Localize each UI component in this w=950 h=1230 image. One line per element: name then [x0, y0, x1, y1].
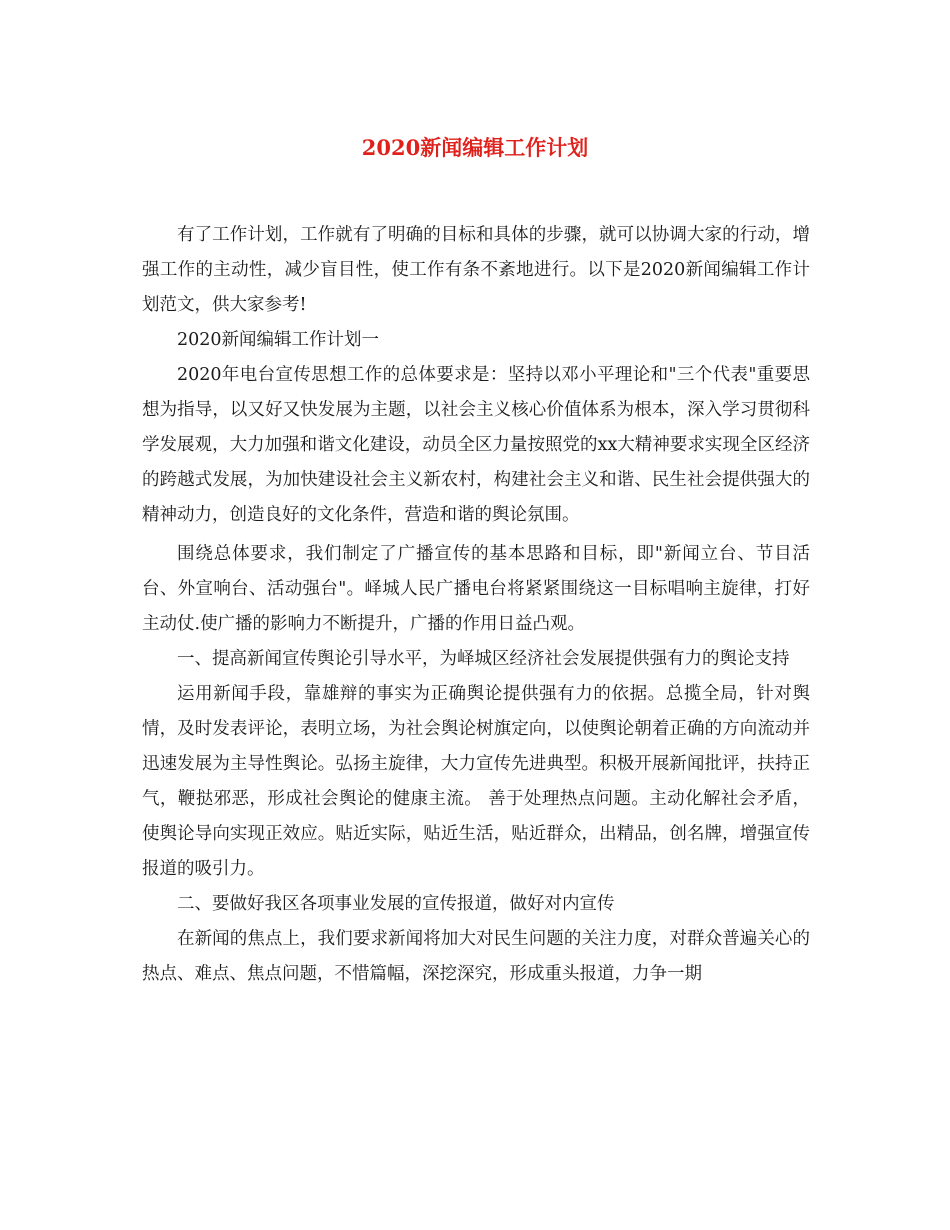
paragraph-section-two-heading: 二、要做好我区各项事业发展的宣传报道，做好对内宣传	[177, 894, 615, 914]
paragraph-intro: 有了工作计划，工作就有了明确的目标和具体的步骤，就可以协调大家的行动，增强工作的主动性，减少盲目性，使工作有条不紊地进行。以下是2020新闻编辑工作计划范文，供大家参考!	[142, 225, 810, 315]
paragraph-overall-requirement: 2020年电台宣传思想工作的总体要求是：坚持以邓小平理论和"三个代表"重要思想为指导，以又好又快发展为主题，以社会主义核心价值体系为根本，深入学习贯彻科学发展观，大力加强和谐文化建设，动员全区力量按照党的xx大精神要求实现全区经济的跨越式发展，为加快建设社会主义新农村，构建社会主义和谐、民生社会提供强大的精神动力，创造良好的文化条件，营造和谐的舆论氛围。	[142, 365, 810, 525]
document-body	[142, 218, 810, 992]
paragraph-basic-approach: 围绕总体要求，我们制定了广播宣传的基本思路和目标，即"新闻立台、节目活台、外宣响台、活动强台"。峄城人民广播电台将紧紧围绕这一目标唱响主旋律，打好主动仗.使广播的影响力不断提升，广播的作用日益凸观。	[142, 544, 810, 634]
paragraph-section-one-heading: 一、提高新闻宣传舆论引导水平，为峄城区经济社会发展提供强有力的舆论支持	[177, 649, 790, 669]
paragraph-section-two-body: 在新闻的焦点上，我们要求新闻将加大对民生问题的关注力度，对群众普遍关心的热点、难点、焦点问题，不惜篇幅，深挖深究，形成重头报道，力争一期	[142, 929, 810, 984]
paragraph-section-one-body: 运用新闻手段，靠雄辩的事实为正确舆论提供强有力的依据。总揽全局，针对舆情，及时发表评论，表明立场，为社会舆论树旗定向，以使舆论朝着正确的方向流动并迅速发展为主导性舆论。弘扬主旋律，大力宣传先进典型。积极开展新闻批评，扶持正气，鞭挞邪恶，形成社会舆论的健康主流。 善于处理热点问题。主动化解社会矛盾，使舆论导向实现正效应。贴近实际，贴近生活，贴近群众，出精品，创名牌，增强宣传报道的吸引力。	[142, 684, 810, 879]
document-title: 2020新闻编辑工作计划	[361, 135, 589, 160]
paragraph-plan-heading: 2020新闻编辑工作计划一	[177, 330, 380, 350]
